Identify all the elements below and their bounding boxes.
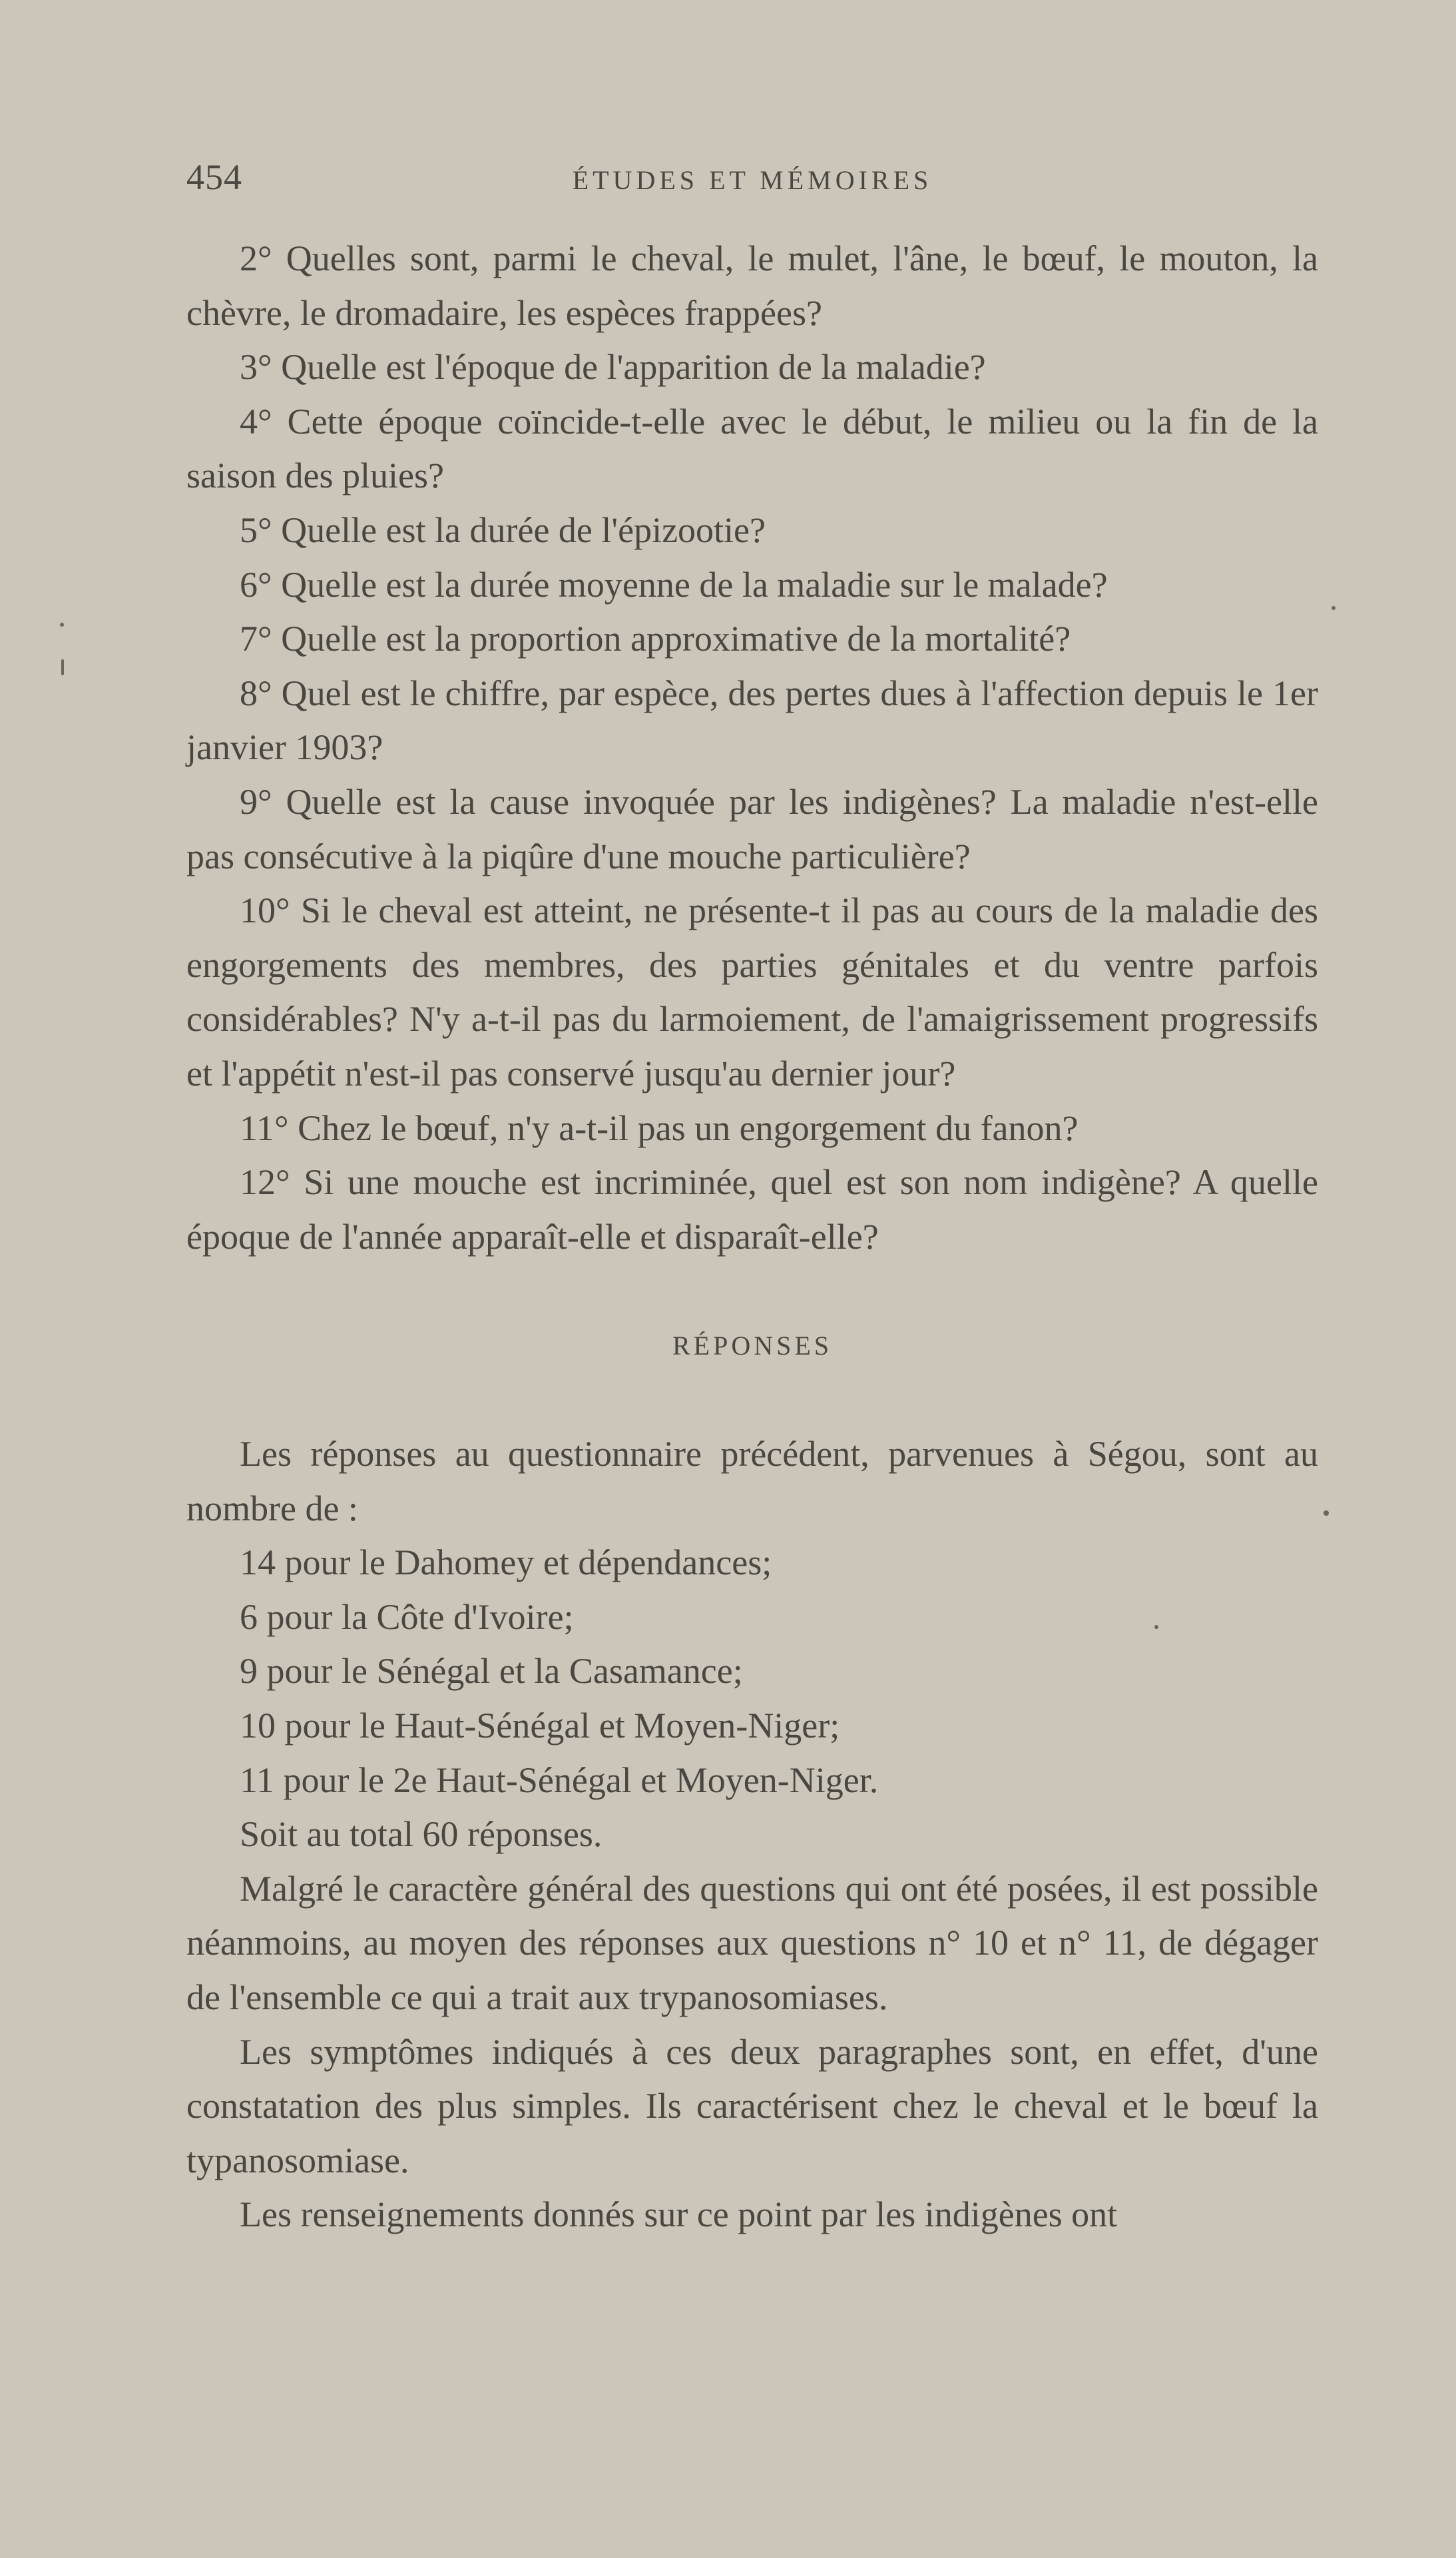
paragraph: Malgré le caractère général des questions qui ont été posées, il est possible néanmoins, au moyen des réponses aux questions n° 10 et n° 11, de dégager de l'ensemble ce qui a trait aux trypanosomiases.: [186, 1868, 1318, 2017]
response-count-item: 14 pour le Dahomey et dépendances;: [240, 1542, 772, 1583]
question-8: 8° Quel est le chiffre, par espèce, des pertes dues à l'affection depuis le 1er janvier 1903?: [186, 673, 1318, 768]
question-5: 5° Quelle est la durée de l'épizootie?: [240, 509, 766, 550]
question-12: 12° Si une mouche est incriminée, quel est son nom indigène? A quelle époque de l'année apparaît-elle et disparaît-elle?: [186, 1162, 1318, 1257]
question-2: 2° Quelles sont, parmi le cheval, le mulet, l'âne, le bœuf, le mouton, la chèvre, le dromadaire, les espèces frappées?: [186, 238, 1318, 333]
question-11: 11° Chez le bœuf, n'y a-t-il pas un engorgement du fanon?: [240, 1108, 1079, 1148]
paper-speck: [1154, 1625, 1158, 1629]
paper-speck: [1332, 606, 1335, 610]
paper-speck: [61, 659, 64, 675]
paragraph: Les renseignements donnés sur ce point par les indigènes ont: [240, 2194, 1118, 2235]
paper-speck: [60, 623, 64, 627]
body-text: [186, 232, 1318, 2242]
page-header: [186, 157, 1318, 210]
running-title: ÉTUDES ET MÉMOIRES: [572, 165, 933, 195]
section-title-reponses: RÉPONSES: [672, 1330, 833, 1361]
paper-speck: [1324, 1510, 1329, 1516]
question-7: 7° Quelle est la proportion approximative de la mortalité?: [240, 619, 1071, 659]
question-9: 9° Quelle est la cause invoquée par les indigènes? La maladie n'est-elle pas consécutive à la piqûre d'une mouche particulière?: [186, 781, 1318, 876]
response-count-item: 10 pour le Haut-Sénégal et Moyen-Niger;: [240, 1706, 840, 1746]
response-count-item: 11 pour le 2e Haut-Sénégal et Moyen-Niger.: [240, 1759, 879, 1800]
paragraph: Les symptômes indiqués à ces deux paragraphes sont, en effet, d'une constatation des plus simples. Ils caractérisent chez le cheval et le bœuf la typanosomiase.: [186, 2031, 1318, 2180]
question-4: 4° Cette époque coïncide-t-elle avec le début, le milieu ou la fin de la saison des pluies?: [186, 401, 1318, 496]
responses-intro: Les réponses au questionnaire précédent, parvenues à Ségou, sont au nombre de :: [186, 1434, 1318, 1528]
response-count-item: 9 pour le Sénégal et la Casamance;: [240, 1651, 743, 1692]
question-6: 6° Quelle est la durée moyenne de la maladie sur le malade?: [240, 564, 1108, 605]
question-3: 3° Quelle est l'époque de l'apparition de la maladie?: [240, 347, 986, 388]
response-count-item: 6 pour la Côte d'Ivoire;: [240, 1596, 574, 1637]
page-number: 454: [186, 157, 242, 197]
question-10: 10° Si le cheval est atteint, ne présente-t il pas au cours de la maladie des engorgements des membres, des parties génitales et du ventre parfois considérables? N'y a-t-il pas du larmoiement, de l'amaigrissement progressifs et l'appétit n'est-il pas conservé jusqu'au dernier jour?: [186, 890, 1318, 1094]
responses-total: Soit au total 60 réponses.: [240, 1814, 603, 1855]
